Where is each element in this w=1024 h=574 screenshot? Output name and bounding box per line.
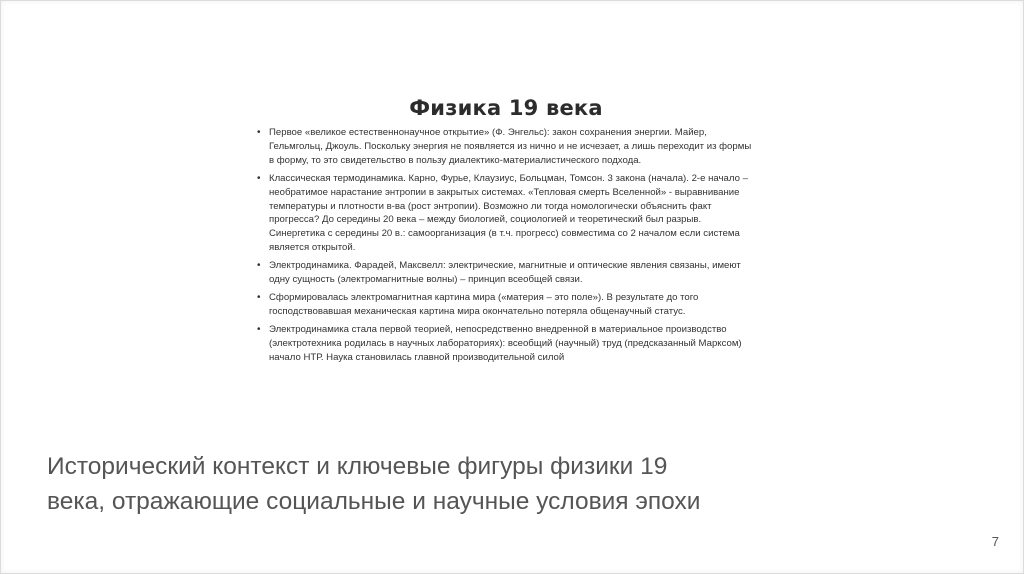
page-number: 7 xyxy=(991,534,999,549)
bullet-text: Сформировалась электромагнитная картина мира («материя – это поле»). В результате до того господствовавшая механическая картина мира окончательно потеряла общенаучный статус. xyxy=(269,291,699,317)
bullet-text: Первое «великое естественнонаучное открытие» (Ф. Энгельс): закон сохранения энергии. Майер, Гельмгольц, Джоуль. Поскольку энергия не появляется из нично и не исчезает, а лишь переходит из формы в форму, то это свидетельство в пользу диалектико-материалистического подхода. xyxy=(269,127,752,166)
bullet-item xyxy=(256,126,756,168)
embedded-slide-image xyxy=(256,91,756,396)
bullet-marker: • xyxy=(257,172,261,184)
bullet-list xyxy=(256,126,756,365)
bullet-marker: • xyxy=(257,260,261,272)
bullet-item xyxy=(256,323,756,365)
bullet-item xyxy=(256,291,756,319)
bullet-item xyxy=(256,172,756,255)
bullet-marker: • xyxy=(257,291,261,303)
bullet-text: Электродинамика стала первой теорией, непосредственно внедренной в материальное производство (электротехника родилась в научных лабораториях): всеобщий (научный) труд (предсказанный Марксом) начало НТР. Наука становилась главной производительной силой xyxy=(269,323,742,363)
bullet-item xyxy=(256,259,756,287)
bullet-marker: • xyxy=(257,127,261,138)
embedded-title: Физика 19 века xyxy=(409,96,603,120)
bullet-text: Электродинамика. Фарадей, Максвелл: электрические, магнитные и оптические явления связаны, имеют одну сущность (электромагнитные волны) – принцип всеобщей связи. xyxy=(269,260,741,286)
slide-caption: Исторический контекст и ключевые фигуры физики 19 века, отражающие социальные и научные условия эпохи xyxy=(47,453,701,515)
bullet-text: Классическая термодинамика. Карно, Фурье, Клаузиус, Больцман, Томсон. 3 закона (начала). 2-е начало – необратимое нарастание энтропии в закрытых системах. «Тепловая смерть Вселенной» - выравнивание температуры и плотности в-ва (рост энтропии). Возможно ли тогда номологически объяснить факт прогресса? До середины 20 века – между биологией, социологией и теоретический был разрыв. Синергетика с середины 20 в.: самоорганизация (в т.ч. прогресс) совместима со 2 началом если система является открытой. xyxy=(269,172,748,254)
bullet-marker: • xyxy=(257,323,261,335)
